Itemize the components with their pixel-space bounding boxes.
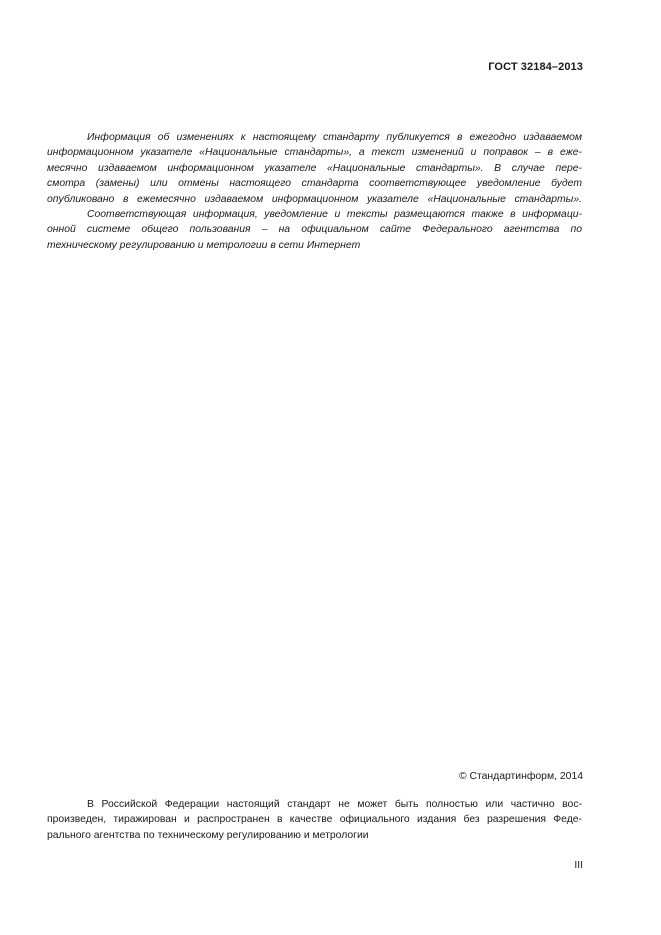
notice-line: Информация об изменениях к настоящему стандарту публикуется в ежегодно издаваемом	[87, 132, 582, 143]
rights-line: произведен, тиражирован и распространен в качестве официального издания без разрешения Феде-	[47, 814, 582, 826]
notice-line: опубликовано в ежемесячно издаваемом информационном указателе «Национальные стандарты».	[47, 193, 582, 205]
notice-line: информационном указателе «Национальные стандарты», а текст изменений и поправок – в еже-	[47, 147, 582, 159]
standard-code-header: ГОСТ 32184–2013	[488, 61, 583, 73]
amendments-notice	[47, 130, 582, 253]
copyright-notice: © Стандартинформ, 2014	[458, 771, 583, 782]
notice-line: Соответствующая информация, уведомление и тексты размещаются также в информаци-	[87, 209, 582, 221]
rights-line: рального агентства по техническому регулированию и метрологии	[47, 829, 369, 841]
rights-line: В Российской Федерации настоящий стандарт не может быть полностью или частично вос-	[87, 799, 582, 810]
notice-line: техническому регулированию и метрологии в сети Интернет	[47, 239, 361, 251]
notice-line: месячно издаваемом информационном указателе «Национальные стандарты». В случае пере-	[47, 162, 582, 174]
page-number: III	[574, 860, 583, 871]
reproduction-rights-notice	[47, 797, 582, 843]
notice-line: смотра (замены) или отмены настоящего стандарта соответствующее уведомление будет	[47, 178, 582, 190]
notice-line: онной системе общего пользования – на официальном сайте Федерального агентства по	[47, 224, 582, 236]
